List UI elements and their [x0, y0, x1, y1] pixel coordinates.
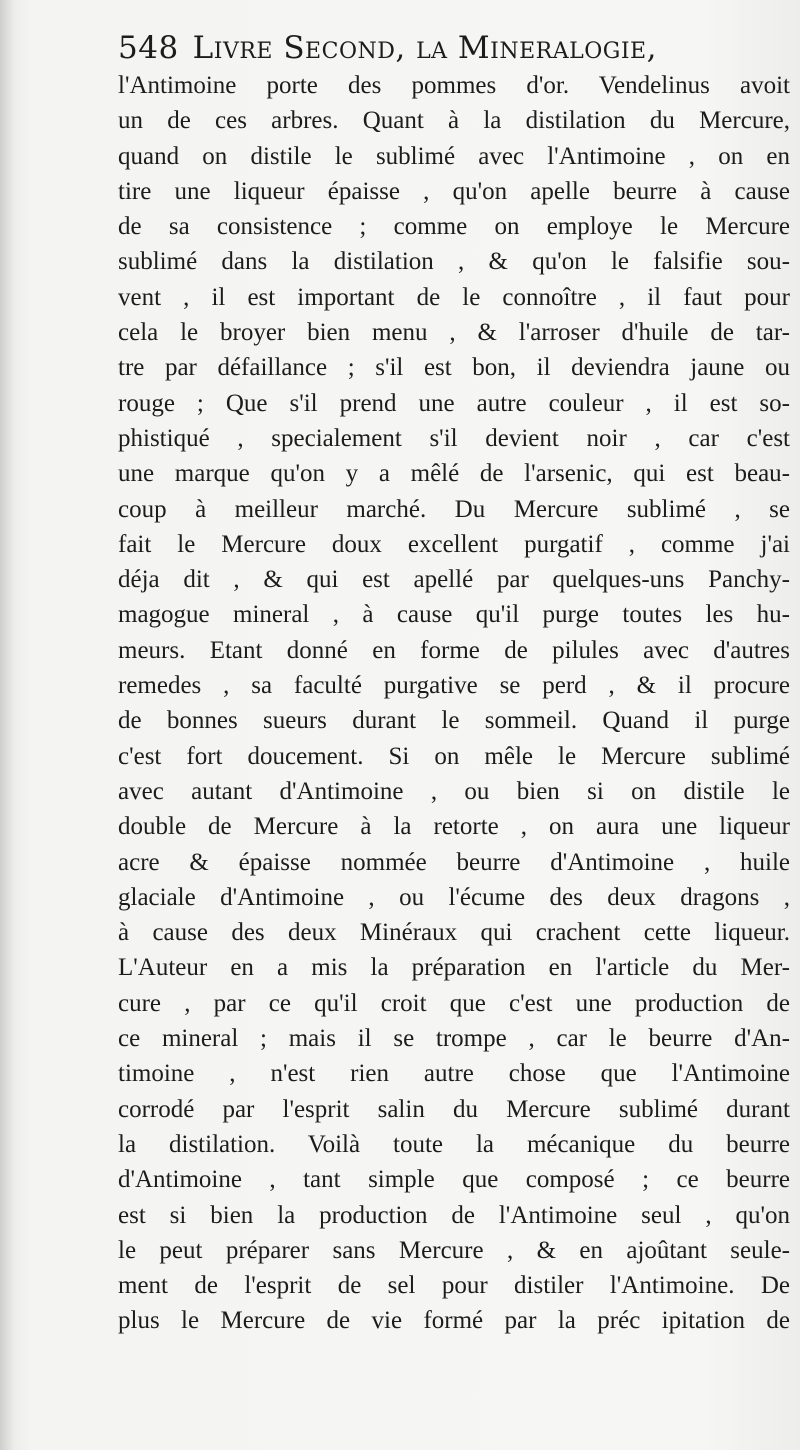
text-line: cela le broyer bien menu , & l'arroser d'huile de tar-: [118, 319, 790, 347]
text-line: double de Mercure à la retorte , on aura une liqueur: [118, 813, 790, 841]
page-number: 548: [118, 30, 179, 66]
text-line: est si bien la production de l'Antimoine seul , qu'on: [118, 1201, 790, 1229]
text-line: meurs. Etant donné en forme de pilules avec d'autres: [118, 636, 790, 664]
running-title: Livre Second, la Mineralogie,: [192, 30, 657, 66]
text-line: ce mineral ; mais il se trompe , car le beurre d'An-: [118, 1025, 790, 1053]
page-fold-shadow: [0, 0, 14, 1450]
text-line: plus le Mercure de vie formé par la préc ipitation de: [118, 1307, 790, 1335]
text-line: l'Antimoine porte des pommes d'or. Vendelinus avoit: [118, 72, 790, 99]
text-line: vent , il est important de le connoître , il faut pour: [118, 283, 790, 311]
text-line: le peut préparer sans Mercure , & en ajoûtant seule-: [118, 1236, 790, 1264]
text-line: un de ces arbres. Quant à la distilation du Mercure,: [118, 107, 790, 135]
body-text: [118, 68, 790, 1339]
text-line: sublimé dans la distilation , & qu'on le falsifie sou-: [118, 248, 790, 276]
text-line: remedes , sa faculté purgative se perd , & il procure: [118, 672, 790, 700]
text-line: phistiqué , specialement s'il devient noir , car c'est: [118, 424, 790, 452]
text-line: tre par défaillance ; s'il est bon, il deviendra jaune ou: [118, 354, 790, 382]
text-line: à cause des deux Minéraux qui crachent cette liqueur.: [118, 919, 790, 947]
text-line: L'Auteur en a mis la préparation en l'article du Mer-: [118, 954, 790, 982]
text-line: déja dit , & qui est apellé par quelques-uns Panchy-: [118, 566, 790, 594]
text-line: une marque qu'on y a mêlé de l'arsenic, qui est beau-: [118, 460, 790, 488]
text-line: corrodé par l'esprit salin du Mercure sublimé durant: [118, 1095, 790, 1123]
text-line: c'est fort doucement. Si on mêle le Mercure sublimé: [118, 742, 790, 770]
text-line: rouge ; Que s'il prend une autre couleur , il est so-: [118, 389, 790, 417]
text-line: timoine , n'est rien autre chose que l'Antimoine: [118, 1060, 790, 1088]
text-line: la distilation. Voilà toute la mécanique du beurre: [118, 1130, 790, 1158]
text-line: cure , par ce qu'il croit que c'est une production de: [118, 989, 790, 1017]
text-line: glaciale d'Antimoine , ou l'écume des deux dragons ,: [118, 883, 790, 911]
text-line: quand on distile le sublimé avec l'Antimoine , on en: [118, 142, 790, 170]
text-line: fait le Mercure doux excellent purgatif , comme j'ai: [118, 530, 790, 558]
text-line: coup à meilleur marché. Du Mercure sublimé , se: [118, 495, 790, 523]
text-line: magogue mineral , à cause qu'il purge toutes les hu-: [118, 601, 790, 629]
text-line: tire une liqueur épaisse , qu'on apelle beurre à cause: [118, 177, 790, 205]
text-line: acre & épaisse nommée beurre d'Antimoine , huile: [118, 848, 790, 876]
text-line: ment de l'esprit de sel pour distiler l'Antimoine. De: [118, 1272, 790, 1300]
text-line: d'Antimoine , tant simple que composé ; ce beurre: [118, 1166, 790, 1194]
running-head: [118, 28, 798, 68]
text-line: de sa consistence ; comme on employe le Mercure: [118, 213, 790, 241]
text-line: avec autant d'Antimoine , ou bien si on distile le: [118, 777, 790, 805]
text-line: de bonnes sueurs durant le sommeil. Quand il purge: [118, 707, 790, 735]
